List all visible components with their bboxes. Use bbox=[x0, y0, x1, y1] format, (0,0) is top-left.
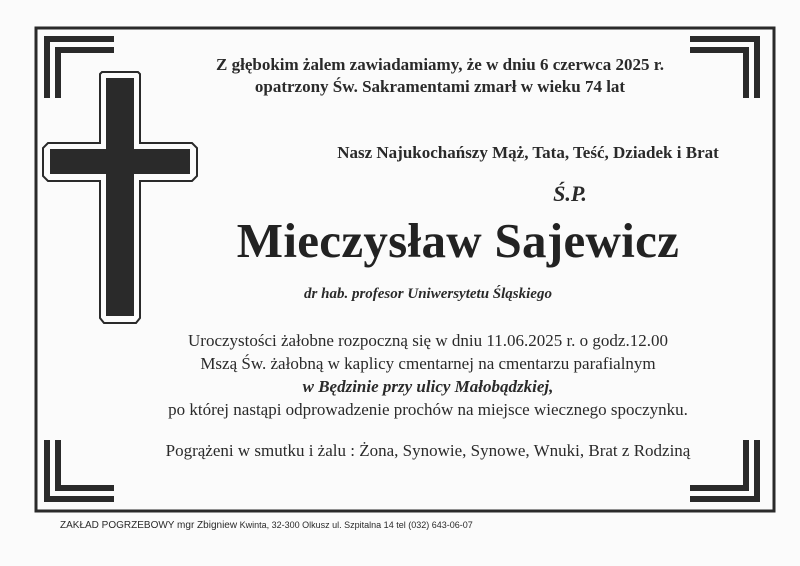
ceremony-line-2: Mszą Św. żałobną w kaplicy cmentarnej na cmentarzu parafialnym bbox=[200, 354, 656, 373]
relatives-line: Nasz Najukochańszy Mąż, Tata, Teść, Dziadek i Brat bbox=[337, 143, 719, 162]
deceased-title: dr hab. profesor Uniwersytetu Śląskiego bbox=[304, 286, 552, 302]
intro-line-1: Z głębokim żalem zawiadamiamy, że w dniu 6 czerwca 2025 r. bbox=[216, 55, 664, 74]
ceremony-line-3: w Będzinie przy ulicy Małobądzkiej, bbox=[302, 377, 554, 396]
funeral-home-footer bbox=[60, 520, 473, 531]
ceremony-line-4: po której nastąpi odprowadzenie prochów na miejsce wiecznego spoczynku. bbox=[168, 400, 688, 419]
funeral-home-name: ZAKŁAD POGRZEBOWY mgr Zbigniew bbox=[60, 520, 238, 531]
funeral-home-details: Kwinta, 32-300 Olkusz ul. Szpitalna 14 tel (032) 643-06-07 bbox=[239, 520, 473, 530]
ceremony-line-1: Uroczystości żałobne rozpoczną się w dniu 11.06.2025 r. o godz.12.00 bbox=[188, 331, 668, 350]
mourners-line: Pogrążeni w smutku i żalu : Żona, Synowie, Synowe, Wnuki, Brat z Rodziną bbox=[165, 441, 691, 460]
intro-line-2: opatrzony Św. Sakramentami zmarł w wieku 74 lat bbox=[254, 77, 626, 96]
sp-prefix: Ś.P. bbox=[553, 181, 587, 206]
deceased-name: Mieczysław Sajewicz bbox=[236, 213, 680, 268]
